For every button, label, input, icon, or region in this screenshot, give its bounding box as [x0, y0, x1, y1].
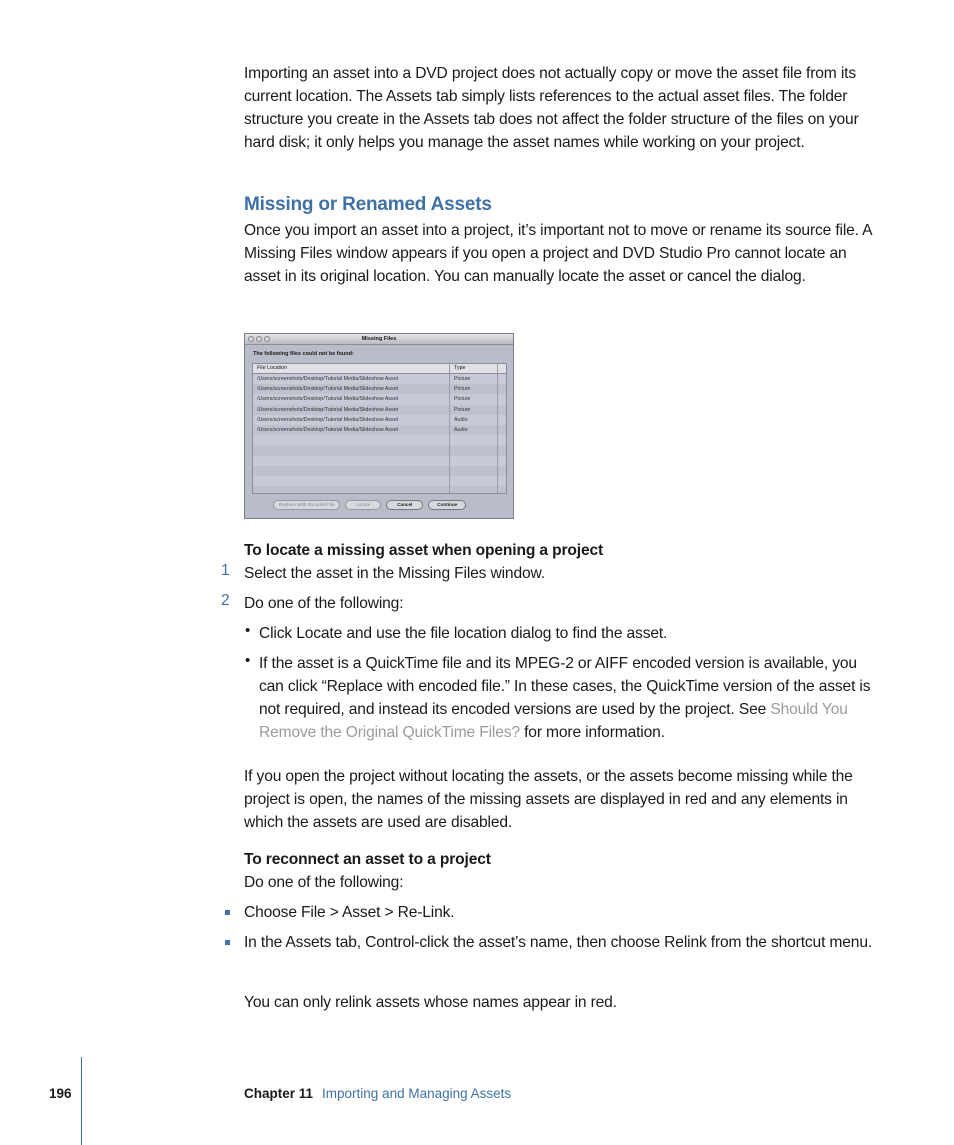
window-title: Missing Files: [361, 336, 397, 342]
table-row: [253, 394, 506, 404]
cell-location: /Users/screenshots/Desktop/Tutorial Media/Slideshow Asset: [253, 425, 450, 435]
locate-button: Locate: [345, 500, 381, 510]
cell-type: Audio: [450, 425, 498, 435]
section-heading: Missing or Renamed Assets: [244, 194, 492, 215]
intro-paragraph: Importing an asset into a DVD project does not actually copy or move the asset file from its current location. The Assets tab simply lists references to the actual asset files. The folder structure you create in the Assets tab does not affect the folder structure of the files on your hard disk; it only helps you manage the asset names while working on your project.: [244, 65, 859, 151]
cell-type: Picture: [450, 384, 498, 394]
step-number: 2: [221, 592, 230, 609]
table-header: [253, 364, 506, 374]
table-row: [253, 425, 506, 435]
chapter-title: Importing and Managing Assets: [322, 1086, 512, 1101]
column-type: Type: [450, 364, 498, 373]
table-row-empty: [253, 435, 506, 445]
cell-type: Picture: [450, 374, 498, 384]
table-row: [253, 374, 506, 384]
table-body: [253, 374, 506, 494]
missing-assets-paragraph: If you open the project without locating the assets, or the assets become missing while the project is open, the names of the missing assets are displayed in red and any elements in which the assets are used are disabled.: [244, 768, 853, 831]
table-row-empty: [253, 476, 506, 486]
cell-type: Picture: [450, 405, 498, 415]
bullet-square-icon: [225, 940, 230, 945]
cell-type: Picture: [450, 394, 498, 404]
file-table: [252, 363, 507, 494]
missing-label: The following files could not be found:: [253, 351, 354, 357]
task2-intro: Do one of the following:: [244, 874, 404, 891]
missing-files-screenshot: [244, 333, 514, 519]
zoom-icon: [264, 336, 270, 342]
cross-reference-link[interactable]: Should You Remove the Original QuickTime Files?: [259, 701, 848, 741]
continue-button: Continue: [428, 500, 466, 510]
page-number: 196: [49, 1086, 72, 1101]
relink-note: You can only relink assets whose names appear in red.: [244, 994, 617, 1011]
footer-chapter: [244, 1086, 511, 1101]
cell-location: /Users/screenshots/Desktop/Tutorial Media/Slideshow Asset: [253, 394, 450, 404]
bullet-text: In the Assets tab, Control-click the asset’s name, then choose Relink from the shortcut menu.: [244, 934, 873, 951]
step-number: 1: [221, 562, 230, 579]
task2-heading: To reconnect an asset to a project: [244, 851, 491, 868]
bullet-text-tail: for more information.: [519, 724, 665, 741]
replace-with-encoded-file-button: Replace With Encoded File: [273, 500, 340, 510]
cell-location: /Users/screenshots/Desktop/Tutorial Media/Slideshow Asset: [253, 374, 450, 384]
cell-location: /Users/screenshots/Desktop/Tutorial Media/Slideshow Asset: [253, 405, 450, 415]
dialog-buttons: [273, 500, 466, 510]
bullet-square-icon: [225, 910, 230, 915]
cell-location: /Users/screenshots/Desktop/Tutorial Media/Slideshow Asset: [253, 384, 450, 394]
table-row-empty: [253, 486, 506, 494]
bullet-text: Choose File > Asset > Re-Link.: [244, 904, 455, 921]
step-text: Do one of the following:: [244, 595, 404, 612]
bullet-text-with-link: [259, 652, 879, 744]
window-titlebar: [245, 334, 513, 345]
bullet-text: If the asset is a QuickTime file and its MPEG-2 or AIFF encoded version is available, you can click “Replace with encoded file.” In these cases, the QuickTime version of the asset is not required, and instead its encoded versions are used by the project. See: [259, 655, 871, 718]
bullet-dot: •: [245, 622, 251, 639]
footer-divider: [81, 1057, 82, 1145]
table-row: [253, 405, 506, 415]
cell-type: Audio: [450, 415, 498, 425]
cancel-button: Cancel: [386, 500, 423, 510]
table-row-empty: [253, 466, 506, 476]
table-row-empty: [253, 445, 506, 455]
table-row: [253, 415, 506, 425]
bullet-dot: •: [245, 652, 251, 669]
table-row: [253, 384, 506, 394]
column-file-location: File Location: [253, 364, 450, 373]
bullet-text: Click Locate and use the file location dialog to find the asset.: [259, 625, 668, 642]
section-paragraph: Once you import an asset into a project, it’s important not to move or rename its source file. A Missing Files window appears if you open a project and DVD Studio Pro cannot locate an asset in its original location. You can manually locate the asset or cancel the dialog.: [244, 222, 872, 285]
chapter-label: Chapter 11: [244, 1086, 314, 1101]
close-icon: [248, 336, 254, 342]
cell-location: /Users/screenshots/Desktop/Tutorial Media/Slideshow Asset: [253, 415, 450, 425]
step-text: Select the asset in the Missing Files window.: [244, 565, 545, 582]
table-row-empty: [253, 456, 506, 466]
minimize-icon: [256, 336, 262, 342]
task1-heading: To locate a missing asset when opening a project: [244, 542, 604, 559]
